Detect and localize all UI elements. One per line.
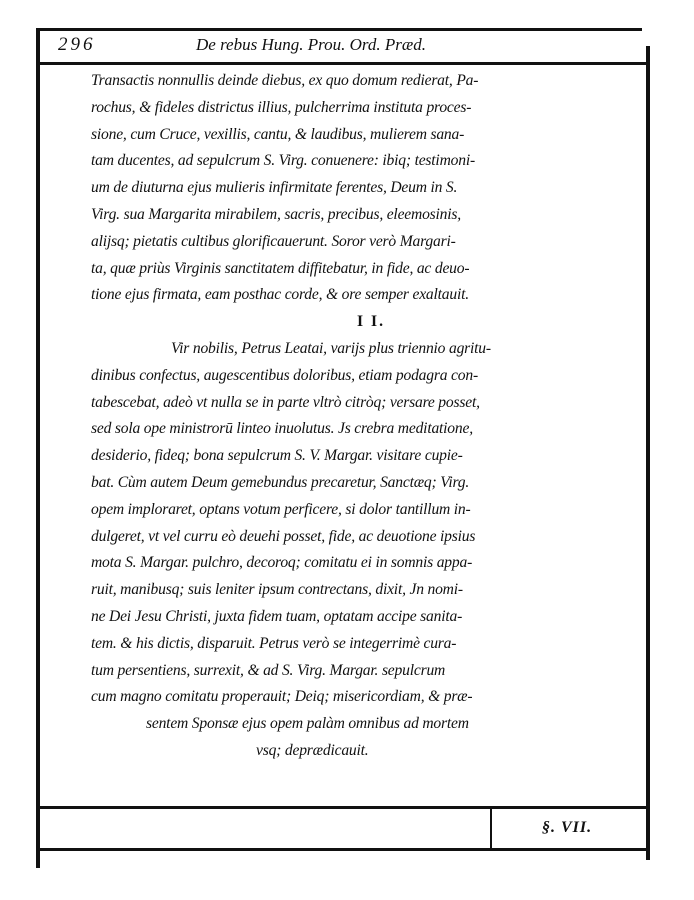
text-line: tum persentiens, surrexit, & ad S. Virg. Margar. sepulcrum [91, 661, 446, 679]
text-line: alijsq; pietatis cultibus glorificauerunt. Soror verò Margari- [91, 232, 456, 250]
text-line: Vir nobilis, Petrus Leatai, varijs plus triennio agritu- [171, 339, 491, 357]
top-rule [36, 28, 642, 31]
text-line: ta, quæ priùs Virginis sanctitatem diffitebatur, in fide, ac deuo- [91, 259, 470, 277]
text-line: tam ducentes, ad sepulcrum S. Virg. conuenere: ibiq; testimoni- [91, 152, 475, 170]
text-line: vsq; deprædicauit. [256, 741, 369, 759]
text-line: tem. & his dictis, disparuit. Petrus verò se integerrimè cura- [91, 634, 457, 652]
text-line: ruit, manibusq; suis leniter ipsum contrectans, dixit, Jn nomi- [91, 581, 463, 599]
running-header [58, 32, 638, 60]
footer-rule-lower [36, 848, 648, 851]
text-line: desiderio, fideq; bona sepulcrum S. V. Margar. visitare cupie- [91, 447, 463, 465]
text-line: dulgeret, vt vel curru eò deuehi posset, fide, ac deuotione ipsius [91, 527, 476, 545]
text-line: rochus, & fideles districtus illius, pulcherrima instituta proces- [91, 98, 472, 116]
section-heading: I I. [357, 313, 385, 331]
footer-rule-upper [36, 806, 650, 809]
section-mark: §. VII. [542, 819, 593, 836]
text-line: ne Dei Jesu Christi, juxta fidem tuam, optatam accipe sanita- [91, 607, 463, 625]
text-line: sed sola ope ministrorū linteo inuolutus. Js crebra meditatione, [91, 420, 473, 438]
page-number: 296 [58, 34, 96, 55]
running-title: De rebus Hung. Prou. Ord. Præd. [196, 35, 426, 54]
text-line: sione, cum Cruce, vexillis, cantu, & laudibus, mulierem sana- [91, 125, 465, 143]
footer-divider [490, 809, 492, 849]
body-text [91, 68, 651, 765]
text-line: um de diuturna ejus mulieris infirmitate ferentes, Deum in S. [91, 179, 458, 197]
text-line: tabescebat, adeò vt nulla se in parte vltrò citròq; versare posset, [91, 393, 480, 411]
text-line: Virg. sua Margarita mirabilem, sacris, precibus, eleemosinis, [91, 205, 461, 223]
text-line: cum magno comitatu properauit; Deiq; misericordiam, & præ- [91, 688, 473, 706]
header-rule [36, 62, 648, 65]
text-line: dinibus confectus, augescentibus doloribus, etiam podagra con- [91, 366, 478, 384]
text-line: Transactis nonnullis deinde diebus, ex quo domum redierat, Pa- [91, 72, 479, 89]
left-rule [36, 28, 40, 868]
text-line: opem imploraret, optans votum perficere, si dolor tantillum in- [91, 500, 471, 518]
text-line: mota S. Margar. pulchro, decoroq; comitatu ei in somnis appa- [91, 554, 473, 572]
text-line: tione ejus firmata, eam posthac corde, & ore semper exaltauit. [91, 286, 469, 304]
text-line: bat. Cùm autem Deum gemebundus precaretur, Sanctæq; Virg. [91, 473, 470, 491]
text-line: sentem Sponsæ ejus opem palàm omnibus ad mortem [146, 715, 469, 733]
